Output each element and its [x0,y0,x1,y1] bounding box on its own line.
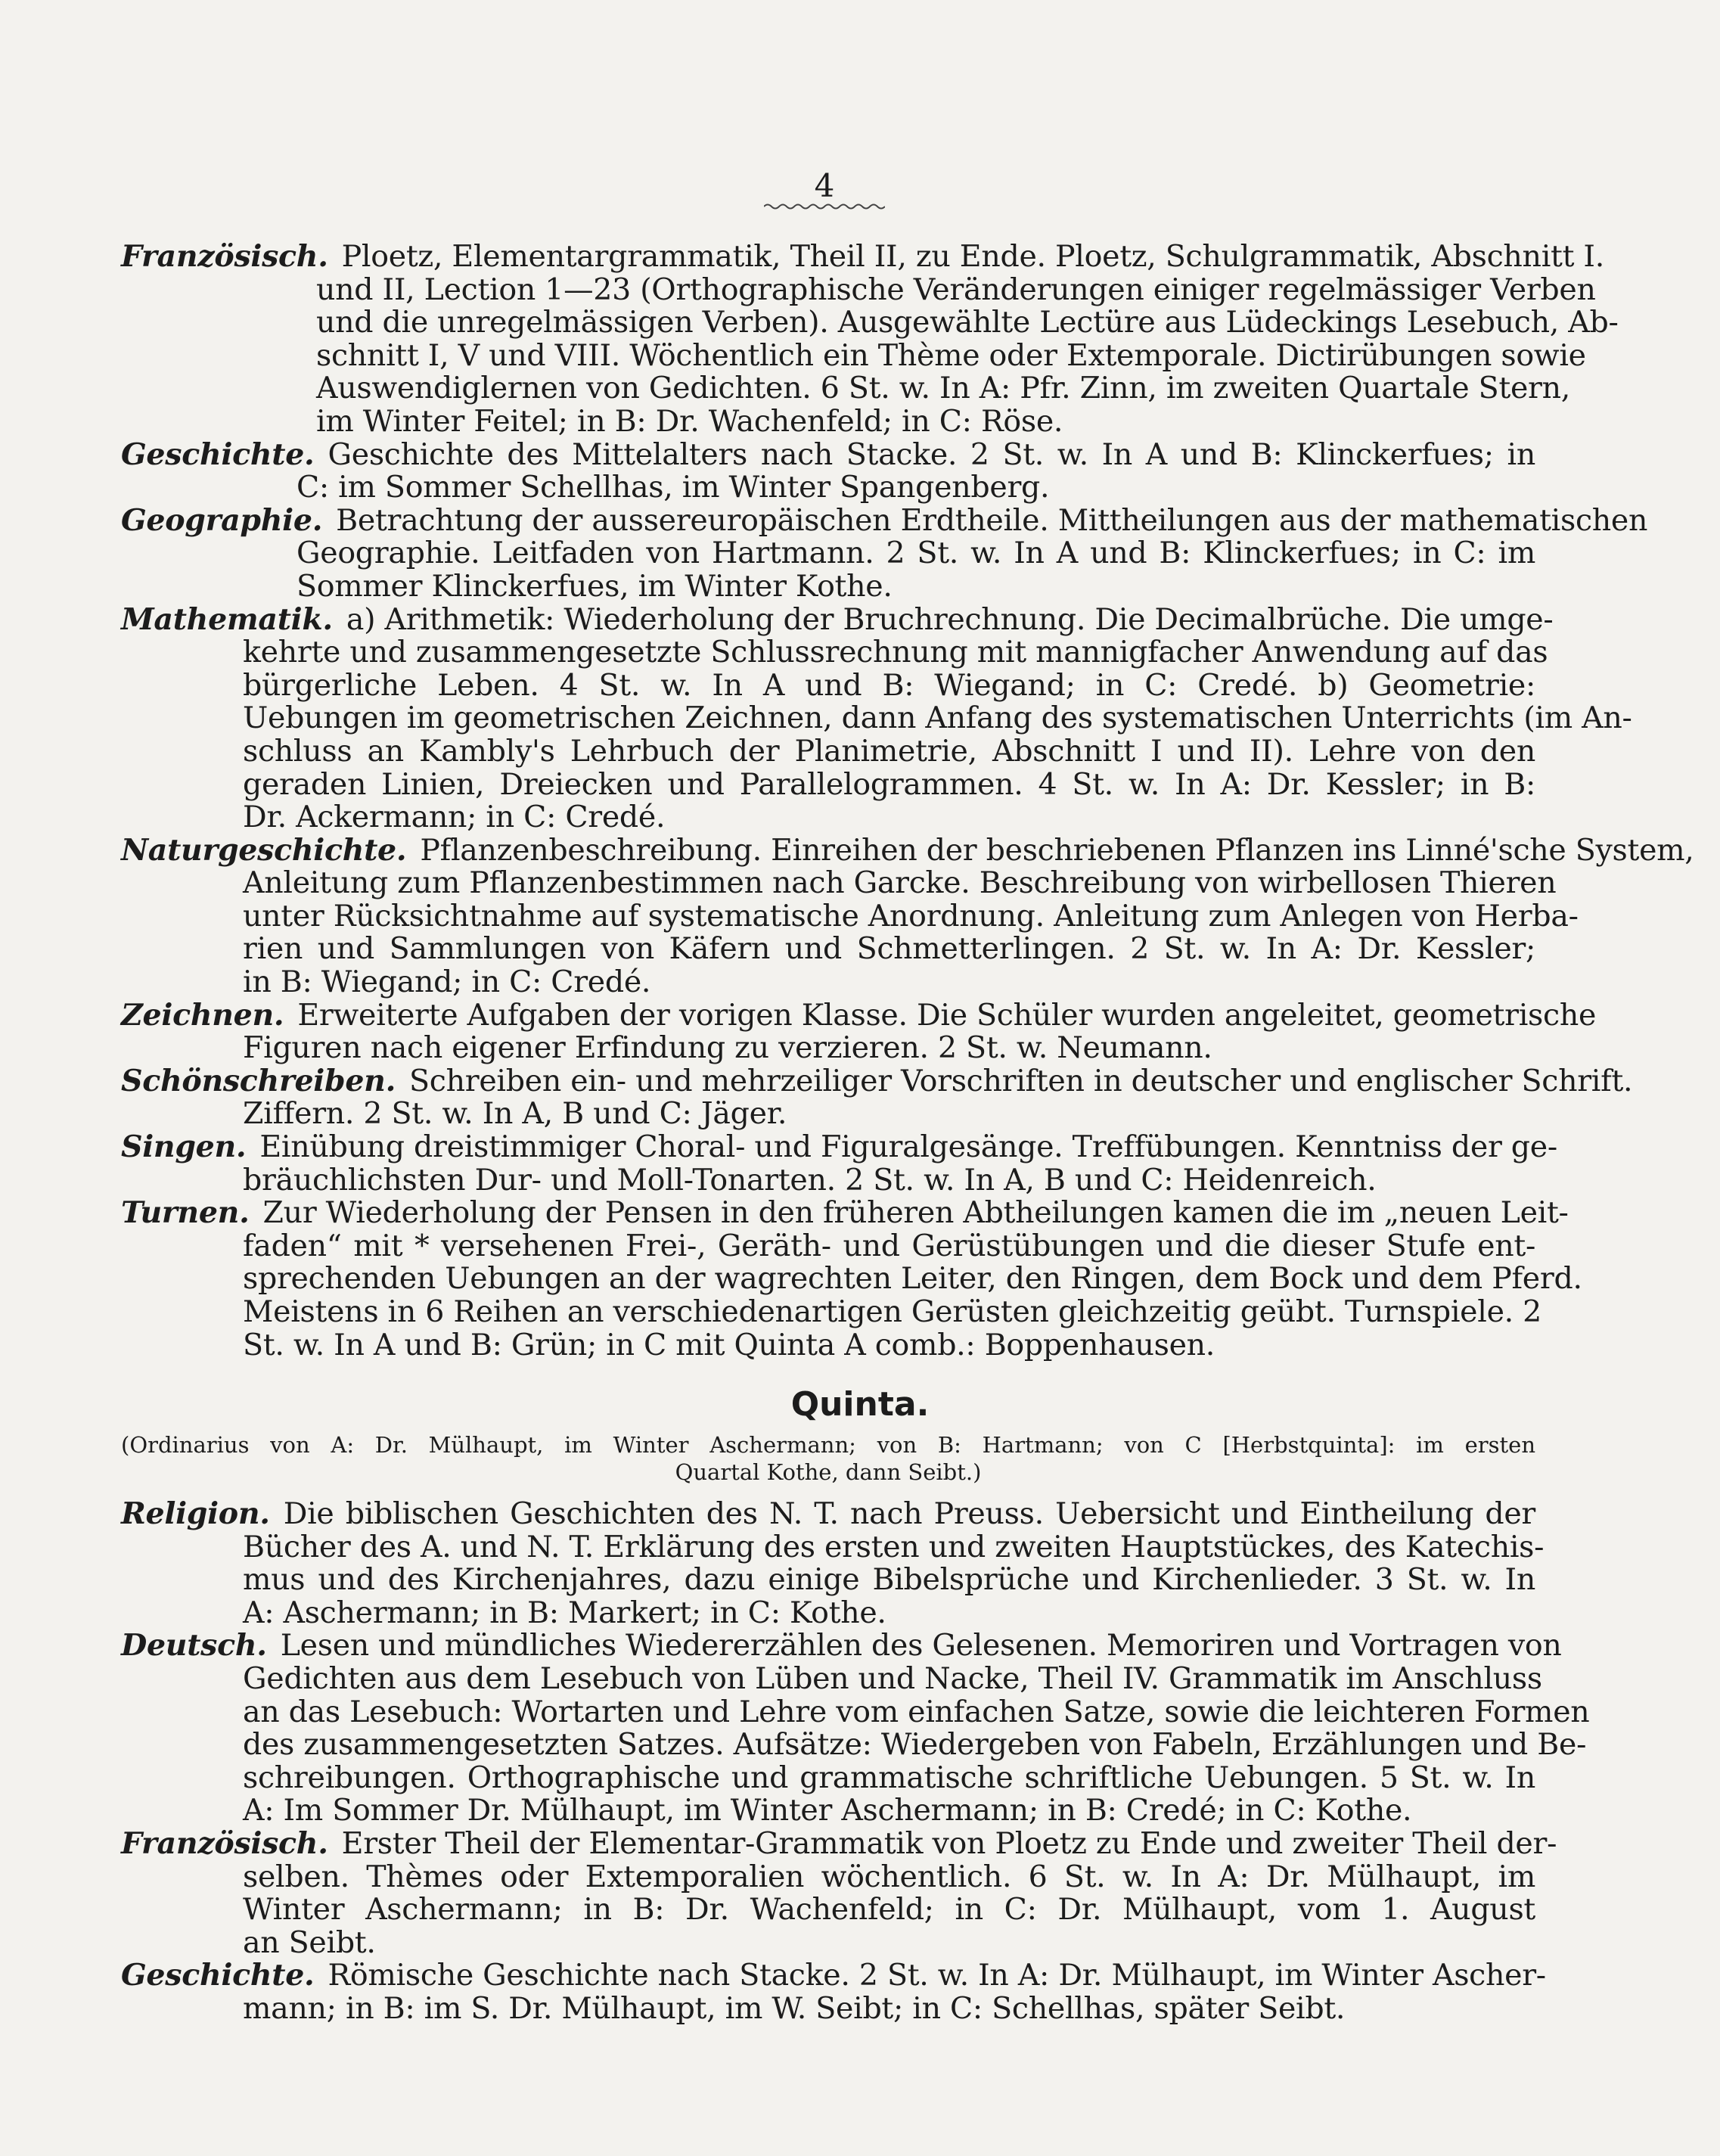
text-line: mus und des Kirchenjahres, dazu einige Bibelsprüche und Kirchenlieder. 3 St. w. In [243,1562,1535,1598]
text-line: kehrte und zusammengesetzte Schlussrechnung mit mannigfacher Anwendung auf das [243,635,1548,670]
subject-entry [121,1129,1557,1198]
subject-label: Mathematik. [121,601,333,637]
text-line: in B: Wiegand; in C: Credé. [243,965,651,1000]
subject-entry [121,1628,1590,1828]
subject-entry [121,997,1597,1066]
text-line: Ziffern. 2 St. w. In A, B und C: Jäger. [243,1096,787,1132]
text-line: Gedichten aus dem Lesebuch von Lüben und Nacke, Theil IV. Grammatik im Anschluss [243,1660,1542,1696]
text-line: Dr. Ackermann; in C: Credé. [243,800,666,835]
text-line: Lesen und mündliches Wiedererzählen des Gelesenen. Memoriren und Vortragen von [280,1628,1562,1664]
text-line: faden“ mit * versehenen Frei-, Geräth- und Gerüstübungen und die dieser Stufe ent- [243,1228,1535,1263]
text-line: an das Lesebuch: Wortarten und Lehre vom einfachen Satze, sowie die leichteren Formen [243,1694,1590,1729]
subject-label: Geschichte. [121,1958,315,1993]
subject-label: Geographie. [121,502,323,538]
text-line: an Seibt. [243,1925,376,1960]
subject-label: Zeichnen. [121,997,284,1033]
text-line: Schreiben ein- und mehrzeiliger Vorschriften in deutscher und englischer Schrift. [409,1063,1633,1098]
text-line: Anleitung zum Pflanzenbestimmen nach Garcke. Beschreibung von wirbellosen Thieren [243,865,1557,901]
subject-label: Singen. [121,1129,247,1165]
subject-entry [121,1195,1582,1362]
ordinarius-line: Quartal Kothe, dann Seibt.) [675,1459,982,1485]
text-line: unter Rücksichtnahme auf systematische Anordnung. Anleitung zum Anlegen von Herba- [243,898,1579,934]
text-line: und die unregelmässigen Verben). Ausgewählte Lectüre aus Lüdeckings Lesebuch, Ab- [316,305,1619,340]
text-line: A: Aschermann; in B: Markert; in C: Kothe. [243,1595,886,1630]
subject-label: Französisch. [121,1825,328,1861]
text-line: bürgerliche Leben. 4 St. w. In A und B: Wiegand; in C: Credé. b) Geometrie: [243,667,1535,703]
text-line: C: im Sommer Schellhas, im Winter Spangenberg. [296,470,1050,505]
text-line: Geographie. Leitfaden von Hartmann. 2 St. w. In A und B: Klinckerfues; in C: im [296,536,1535,571]
text-line: Auswendiglernen von Gedichten. 6 St. w. In A: Pfr. Zinn, im zweiten Quartale Stern, [316,371,1570,406]
subject-entry [121,239,1619,439]
subject-entry [121,832,1694,1000]
text-line: Pflanzenbeschreibung. Einreihen der beschriebenen Pflanzen ins Linné'sche System, [420,832,1694,868]
text-line: Sommer Klinckerfues, im Winter Kothe. [296,568,893,604]
text-line: sprechenden Uebungen an der wagrechten Leiter, den Ringen, dem Bock und dem Pferd. [243,1261,1582,1297]
text-line: bräuchlichsten Dur- und Moll-Tonarten. 2 St. w. In A, B und C: Heidenreich. [243,1162,1377,1198]
text-line: Zur Wiederholung der Pensen in den früheren Abtheilungen kamen die im „neuen Leit- [262,1195,1569,1231]
subject-entry [121,601,1632,835]
text-line: Römische Geschichte nach Stacke. 2 St. w. In A: Dr. Mülhaupt, im Winter Ascher- [328,1958,1546,1993]
text-line: des zusammengesetzten Satzes. Aufsätze: Wiedergeben von Fabeln, Erzählungen und Be- [243,1727,1587,1763]
text-line: A: Im Sommer Dr. Mülhaupt, im Winter Aschermann; in B: Credé; in C: Kothe. [243,1793,1412,1828]
subject-label: Geschichte. [121,436,315,472]
text-line: schreibungen. Orthographische und grammatische schriftliche Uebungen. 5 St. w. In [243,1760,1535,1795]
subject-label: Deutsch. [121,1628,267,1664]
subject-entry [121,1496,1545,1630]
text-line: Bücher des A. und N. T. Erklärung des ersten und zweiten Hauptstückes, des Katechis- [243,1529,1545,1564]
text-line: Meistens in 6 Reihen an verschiedenartigen Gerüsten gleichzeitig geübt. Turnspiele. 2 [243,1294,1541,1329]
text-line: a) Arithmetik: Wiederholung der Bruchrechnung. Die Decimalbrüche. Die umge- [346,601,1554,637]
text-line: Die biblischen Geschichten des N. T. nach Preuss. Uebersicht und Eintheilung der [283,1496,1535,1531]
section-one [121,239,1694,1362]
text-line: schnitt I, V und VIII. Wöchentlich ein Thème oder Extemporale. Dictirübungen sowie [316,337,1586,373]
text-line: Figuren nach eigener Erfindung zu verzieren. 2 St. w. Neumann. [243,1030,1212,1066]
text-line: geraden Linien, Dreiecken und Parallelogrammen. 4 St. w. In A: Dr. Kessler; in B: [243,766,1535,802]
text-line: mann; in B: im S. Dr. Mülhaupt, im W. Seibt; in C: Schellhas, später Seibt. [243,1990,1346,2026]
text-line: Einübung dreistimmiger Choral- und Figuralgesänge. Treffübungen. Kenntniss der ge- [259,1129,1557,1165]
text-line: rien und Sammlungen von Käfern und Schmetterlingen. 2 St. w. In A: Dr. Kessler; [243,931,1535,967]
text-line: im Winter Feitel; in B: Dr. Wachenfeld; in C: Röse. [316,403,1063,439]
text-line: selben. Thèmes oder Extemporalien wöchentlich. 6 St. w. In A: Dr. Mülhaupt, im [243,1859,1535,1894]
text-line: Betrachtung der aussereuropäischen Erdtheile. Mittheilungen aus der mathematischen [336,502,1648,538]
subject-entry [121,436,1535,505]
subject-label: Turnen. [121,1195,250,1231]
ornament-rule-icon [764,203,885,210]
subject-label: Französisch. [121,239,328,274]
subject-entry [121,1063,1633,1132]
text-line: Geschichte des Mittelalters nach Stacke. 2 St. w. In A und B: Klinckerfues; in [328,436,1535,472]
ordinarius-line: (Ordinarius von A: Dr. Mülhaupt, im Winter Aschermann; von B: Hartmann; von C [Herbstquinta]: im ersten [121,1432,1535,1458]
subject-entry [121,1958,1546,2026]
ordinarius-note [121,1431,1535,1486]
text-line: Ploetz, Elementargrammatik, Theil II, zu Ende. Ploetz, Schulgrammatik, Abschnitt I. [341,239,1604,274]
text-line: schluss an Kambly's Lehrbuch der Planimetrie, Abschnitt I und II). Lehre von den [243,733,1535,769]
subject-label: Religion. [121,1496,270,1531]
subject-label: Naturgeschichte. [121,832,407,868]
section-heading-quinta: Quinta. [790,1385,930,1424]
text-line: Erweiterte Aufgaben der vorigen Klasse. Die Schüler wurden angeleitet, geometrische [297,997,1597,1033]
page-number: 4 [814,167,835,204]
subject-label: Schönschreiben. [121,1063,396,1098]
subject-entry [121,502,1648,604]
text-line: St. w. In A und B: Grün; in C mit Quinta A comb.: Boppenhausen. [243,1327,1215,1362]
text-line: Winter Aschermann; in B: Dr. Wachenfeld; in C: Dr. Mülhaupt, vom 1. August [243,1892,1535,1928]
section-two [121,1496,1590,2026]
text-line: Erster Theil der Elementar-Grammatik von Ploetz zu Ende und zweiter Theil der- [341,1825,1557,1861]
subject-entry [121,1825,1557,1960]
text-line: Uebungen im geometrischen Zeichnen, dann Anfang des systematischen Unterrichts (im An- [243,701,1632,736]
text-line: und II, Lection 1—23 (Orthographische Veränderungen einiger regelmässiger Verben [316,272,1596,307]
